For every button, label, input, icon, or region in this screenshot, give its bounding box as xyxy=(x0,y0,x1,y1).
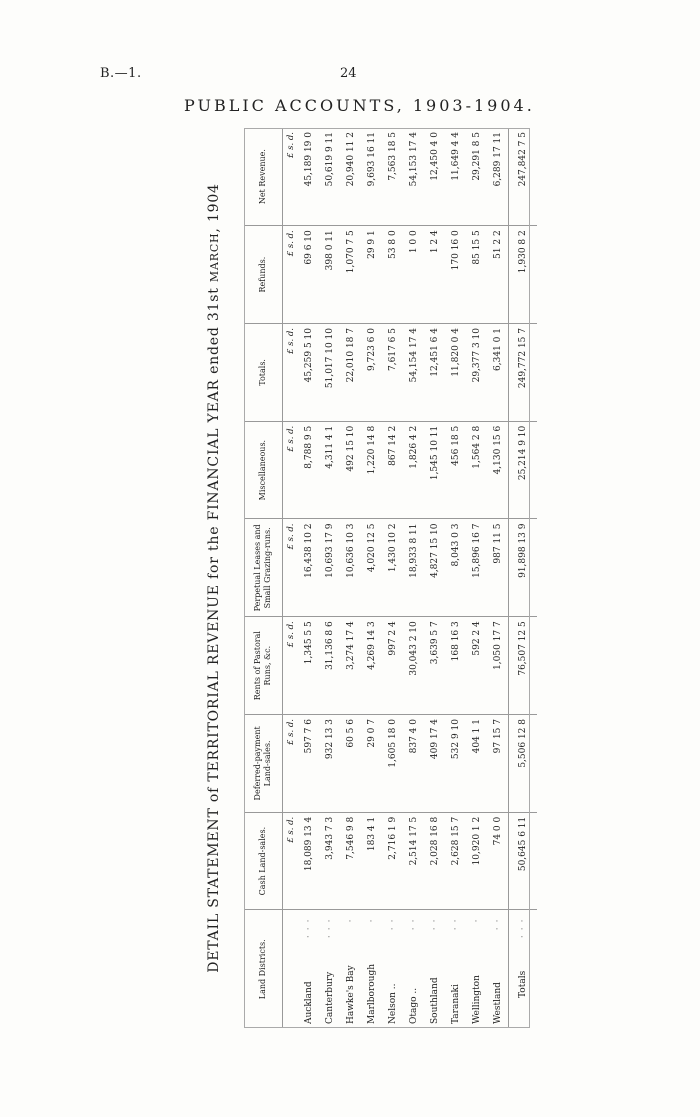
district-cell: Auckland ··· xyxy=(303,914,314,1024)
cash-cell: 18,089 13 4 xyxy=(298,812,319,910)
misc-cell: 1,826 4 2 xyxy=(403,421,424,519)
district-name: Hawke's Bay xyxy=(345,965,356,1024)
totals-cell: 9,723 6 0 xyxy=(361,324,382,422)
totals-total: 249,772 15 7 xyxy=(509,324,538,422)
perpetual-cell: 4,020 12 5 xyxy=(361,519,382,617)
deferred-cell: 532 9 10 xyxy=(445,715,466,813)
totals-cell: 51,017 10 10 xyxy=(319,324,340,422)
net-cell: 9,693 16 11 xyxy=(361,128,382,226)
refunds-total: 1,930 8 2 xyxy=(509,226,538,324)
totals-cell: 22,010 18 7 xyxy=(340,324,361,422)
misc-cell: 1,220 14 8 xyxy=(361,421,382,519)
rents-cell: 31,136 8 6 xyxy=(319,617,340,715)
totals-label: Totals xyxy=(518,970,528,998)
perpetual-cell: 8,043 0 3 xyxy=(445,519,466,617)
cash-cell: 2,028 16 8 xyxy=(424,812,445,910)
cash-total: 50,645 6 11 xyxy=(509,812,538,910)
table-row xyxy=(361,128,382,1028)
deferred-cell: 29 0 7 xyxy=(361,715,382,813)
net-cell: 29,291 8 5 xyxy=(466,128,487,226)
table-row xyxy=(319,128,340,1028)
col-header-deferred: Deferred-payment Land-sales. xyxy=(244,715,283,813)
refunds-cell: 53 8 0 xyxy=(382,226,403,324)
net-cell: 12,450 4 0 xyxy=(424,128,445,226)
deferred-cell: 597 7 6 xyxy=(298,715,319,813)
net-cell: 45,189 19 0 xyxy=(298,128,319,226)
refunds-cell: 1 0 0 xyxy=(403,226,424,324)
col-header-totals: Totals. xyxy=(244,324,283,422)
cash-cell: 2,514 17 5 xyxy=(403,812,424,910)
perpetual-cell: 16,438 10 2 xyxy=(298,519,319,617)
totals-cell: 7,617 6 5 xyxy=(382,324,403,422)
refunds-cell: 85 15 5 xyxy=(466,226,487,324)
totals-cell: 11,820 0 4 xyxy=(445,324,466,422)
caption-year: , 1904 xyxy=(206,183,222,233)
district-cell: Southland ·· xyxy=(429,914,440,1024)
rents-cell: 4,269 14 3 xyxy=(361,617,382,715)
units-label: £ s. d. xyxy=(283,226,299,324)
perpetual-cell: 15,896 16 7 xyxy=(466,519,487,617)
totals-cell: 12,451 6 4 xyxy=(424,324,445,422)
perpetual-cell: 10,693 17 9 xyxy=(319,519,340,617)
deferred-cell: 97 15 7 xyxy=(487,715,509,813)
perpetual-total: 91,898 13 9 xyxy=(509,519,538,617)
col-header-refunds: Refunds. xyxy=(244,226,283,324)
district-cell: Wellington · xyxy=(471,914,482,1024)
district-cell: Marlborough · xyxy=(366,914,377,1024)
misc-cell: 1,545 10 11 xyxy=(424,421,445,519)
net-cell: 7,563 18 5 xyxy=(382,128,403,226)
misc-cell: 4,311 4 1 xyxy=(319,421,340,519)
misc-cell: 867 14 2 xyxy=(382,421,403,519)
net-cell: 50,619 9 11 xyxy=(319,128,340,226)
district-cell: Canterbury ··· xyxy=(324,914,335,1024)
district-name: Southland xyxy=(429,977,440,1024)
deferred-cell: 409 17 4 xyxy=(424,715,445,813)
col-header-misc: Miscellaneous. xyxy=(244,421,283,519)
col-header-cash: Cash Land-sales. xyxy=(244,812,283,910)
cash-cell: 10,920 1 2 xyxy=(466,812,487,910)
totals-row xyxy=(509,128,538,1028)
refunds-cell: 69 6 10 xyxy=(298,226,319,324)
cash-cell: 3,943 7 3 xyxy=(319,812,340,910)
report-reference: B.—1. xyxy=(100,66,142,81)
cash-cell: 2,628 15 7 xyxy=(445,812,466,910)
rents-total: 76,507 12 5 xyxy=(509,617,538,715)
table-row xyxy=(298,128,319,1028)
refunds-cell: 1 2 4 xyxy=(424,226,445,324)
table-row xyxy=(424,128,445,1028)
col-header-net: Net Revenue. xyxy=(244,128,283,226)
rents-cell: 3,639 5 7 xyxy=(424,617,445,715)
rents-cell: 997 2 4 xyxy=(382,617,403,715)
table-caption xyxy=(200,128,228,1028)
refunds-cell: 398 0 11 xyxy=(319,226,340,324)
caption-main: DETAIL STATEMENT of TERRITORIAL REVENUE for the FINANCIAL YEAR ended 31st xyxy=(206,282,222,973)
caption-month: MARCH xyxy=(208,232,221,283)
refunds-cell: 51 2 2 xyxy=(487,226,509,324)
totals-cell: 29,377 3 10 xyxy=(466,324,487,422)
totals-cell: 6,341 0 1 xyxy=(487,324,509,422)
table-row xyxy=(382,128,403,1028)
misc-cell: 1,564 2 8 xyxy=(466,421,487,519)
district-name: Canterbury xyxy=(324,971,335,1024)
net-cell: 54,153 17 4 xyxy=(403,128,424,226)
cash-cell: 7,546 9 8 xyxy=(340,812,361,910)
net-total: 247,842 7 5 xyxy=(509,128,538,226)
deferred-cell: 837 4 0 xyxy=(403,715,424,813)
rents-cell: 30,043 2 10 xyxy=(403,617,424,715)
district-cell: Nelson .. ·· xyxy=(387,914,398,1024)
misc-cell: 492 15 10 xyxy=(340,421,361,519)
totals-label-cell: Totals ··· xyxy=(509,910,538,1028)
rents-cell: 1,345 5 5 xyxy=(298,617,319,715)
district-name: Otago .. xyxy=(408,987,419,1024)
district-name: Wellington xyxy=(471,975,482,1024)
perpetual-cell: 1,430 10 2 xyxy=(382,519,403,617)
col-header-district: Land Districts. xyxy=(244,910,283,1028)
table-row xyxy=(487,128,509,1028)
rents-cell: 3,274 17 4 xyxy=(340,617,361,715)
table-row xyxy=(403,128,424,1028)
units-label: £ s. d. xyxy=(283,812,299,910)
net-cell: 6,289 17 11 xyxy=(487,128,509,226)
rotated-table-region xyxy=(200,128,530,1028)
perpetual-cell: 18,933 8 11 xyxy=(403,519,424,617)
district-name: Taranaki xyxy=(450,984,461,1024)
refunds-cell: 1,070 7 5 xyxy=(340,226,361,324)
col-header-rents: Rents of Pastoral Runs, &c. xyxy=(244,617,283,715)
units-label: £ s. d. xyxy=(283,715,299,813)
deferred-cell: 60 5 6 xyxy=(340,715,361,813)
units-label: £ s. d. xyxy=(283,617,299,715)
deferred-cell: 404 1 1 xyxy=(466,715,487,813)
misc-cell: 4,130 15 6 xyxy=(487,421,509,519)
district-cell: Taranaki ·· xyxy=(450,914,461,1024)
units-label: £ s. d. xyxy=(283,324,299,422)
misc-cell: 456 18 5 xyxy=(445,421,466,519)
district-cell: Westland ·· xyxy=(492,914,503,1024)
units-label: £ s. d. xyxy=(283,421,299,519)
table-row xyxy=(466,128,487,1028)
territorial-revenue-table xyxy=(244,128,537,1028)
district-name: Westland xyxy=(492,982,503,1024)
rents-cell: 1,050 17 7 xyxy=(487,617,509,715)
rents-cell: 592 2 4 xyxy=(466,617,487,715)
deferred-cell: 932 13 3 xyxy=(319,715,340,813)
perpetual-cell: 10,636 10 3 xyxy=(340,519,361,617)
district-name: Nelson .. xyxy=(387,983,398,1024)
table-row xyxy=(340,128,361,1028)
units-label: £ s. d. xyxy=(283,128,299,226)
refunds-cell: 29 9 1 xyxy=(361,226,382,324)
col-header-perpetual: Perpetual Leases and Small Grazing-runs. xyxy=(244,519,283,617)
units-label: £ s. d. xyxy=(283,519,299,617)
header-row xyxy=(244,128,283,1028)
net-cell: 11,649 4 4 xyxy=(445,128,466,226)
perpetual-cell: 987 11 5 xyxy=(487,519,509,617)
misc-total: 25,214 9 10 xyxy=(509,421,538,519)
rents-cell: 168 16 3 xyxy=(445,617,466,715)
district-cell: Otago .. ·· xyxy=(408,914,419,1024)
cash-cell: 74 0 0 xyxy=(487,812,509,910)
deferred-total: 5,506 12 8 xyxy=(509,715,538,813)
table-row xyxy=(445,128,466,1028)
totals-cell: 54,154 17 4 xyxy=(403,324,424,422)
misc-cell: 8,788 9 5 xyxy=(298,421,319,519)
perpetual-cell: 4,827 15 10 xyxy=(424,519,445,617)
district-name: Auckland xyxy=(303,981,314,1024)
cash-cell: 2,716 1 9 xyxy=(382,812,403,910)
net-cell: 20,940 11 2 xyxy=(340,128,361,226)
units-blank xyxy=(283,910,299,1028)
document-title: PUBLIC ACCOUNTS, 1903-1904. xyxy=(184,96,535,115)
units-row xyxy=(283,128,299,1028)
district-cell: Hawke's Bay · xyxy=(345,914,356,1024)
deferred-cell: 1,605 18 0 xyxy=(382,715,403,813)
district-name: Marlborough xyxy=(366,963,377,1024)
page-number: 24 xyxy=(340,66,357,81)
totals-cell: 45,259 5 10 xyxy=(298,324,319,422)
cash-cell: 183 4 1 xyxy=(361,812,382,910)
refunds-cell: 170 16 0 xyxy=(445,226,466,324)
